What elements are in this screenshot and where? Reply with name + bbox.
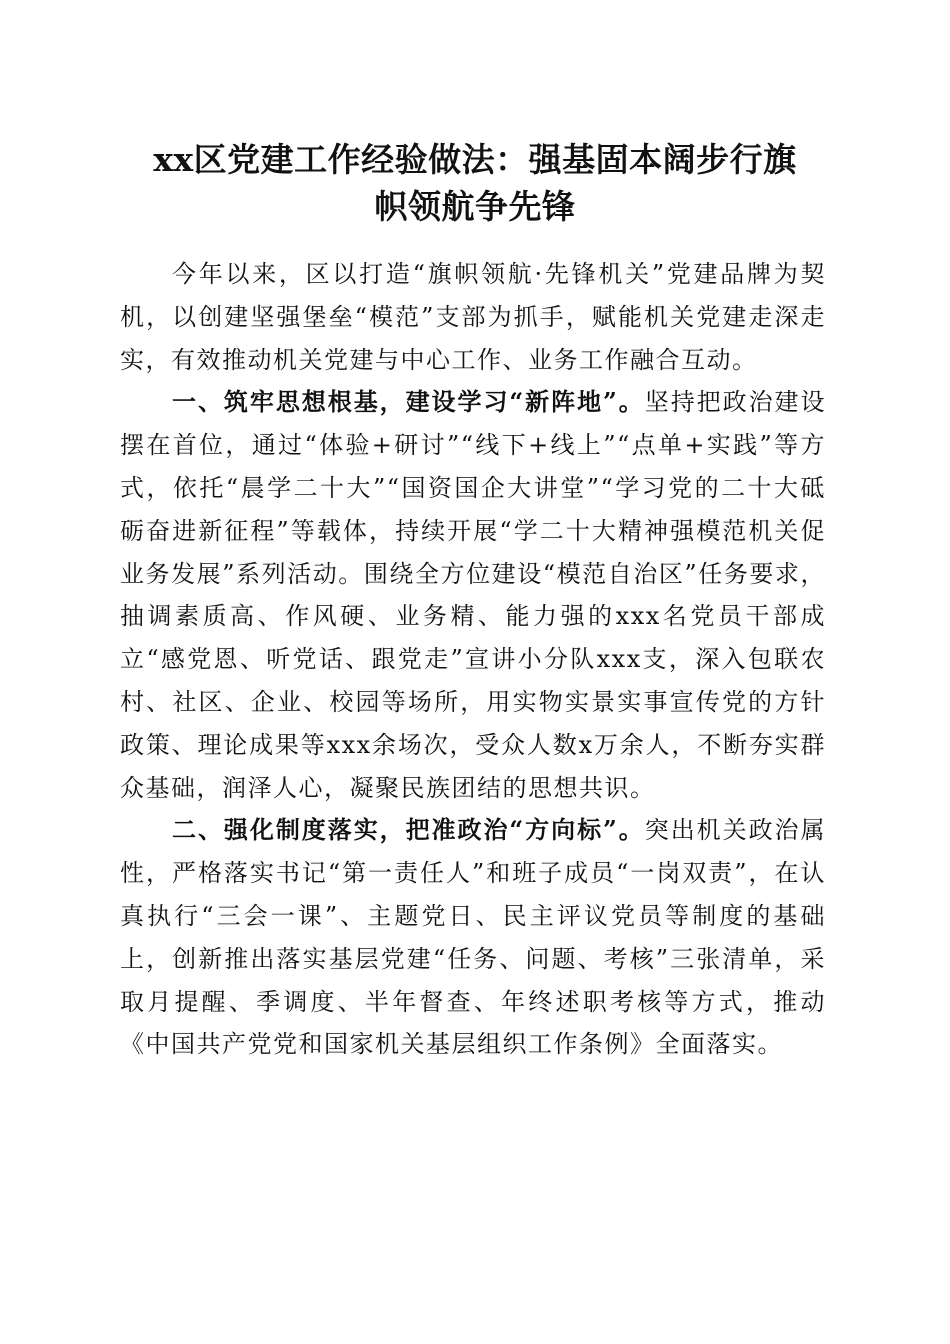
paragraph-text: 坚持把政治建设摆在首位，通过“体验+研讨”“线下+线上”“点单+实践”等方式，依托“晨学二十大”“国资国企大讲堂”“学习党的二十大砥砺奋进新征程”等载体，持续开展“学二十大精神强模范机关促业务发展”系列活动。围绕全方位建设“模范自治区”任务要求，抽调素质高、作风硬、业务精、能力强的xxx名党员干部成立“感党恩、听党话、跟党走”宣讲小分队xxx支，深入包联农村、社区、企业、校园等场所，用实物实景实事宣传党的方针政策、理论成果等xxx余场次，受众人数x万余人，不断夯实群众基础，润泽人心，凝聚民族团结的思想共识。 — [120, 388, 826, 802]
section-1-paragraph — [120, 381, 826, 809]
section-2-heading: 二、强化制度落实，把准政治“方向标”。 — [172, 815, 645, 845]
document-body — [120, 253, 826, 1066]
paragraph-text: 今年以来，区以打造“旗帜领航·先锋机关”党建品牌为契机，以创建坚强堡垒“模范”支部为抓手，赋能机关党建走深走实，有效推动机关党建与中心工作、业务工作融合互动。 — [120, 260, 826, 374]
section-2-paragraph — [120, 809, 826, 1066]
paragraph-text: 突出机关政治属性，严格落实书记“第一责任人”和班子成员“一岗双责”，在认真执行“三会一课”、主题党日、民主评议党员等制度的基础上，创新推出落实基层党建“任务、问题、考核”三张清单，采取月提醒、季调度、半年督查、年终述职考核等方式，推动《中国共产党党和国家机关基层组织工作条例》全面落实。 — [120, 816, 826, 1059]
document-title — [100, 136, 850, 230]
title-line-2: 帜领航争先锋 — [374, 187, 576, 226]
title-line-1: xx区党建工作经验做法：强基固本阔步行旗 — [153, 140, 797, 179]
section-1-heading: 一、筑牢思想根基，建设学习“新阵地”。 — [172, 387, 645, 417]
intro-paragraph — [120, 253, 826, 381]
